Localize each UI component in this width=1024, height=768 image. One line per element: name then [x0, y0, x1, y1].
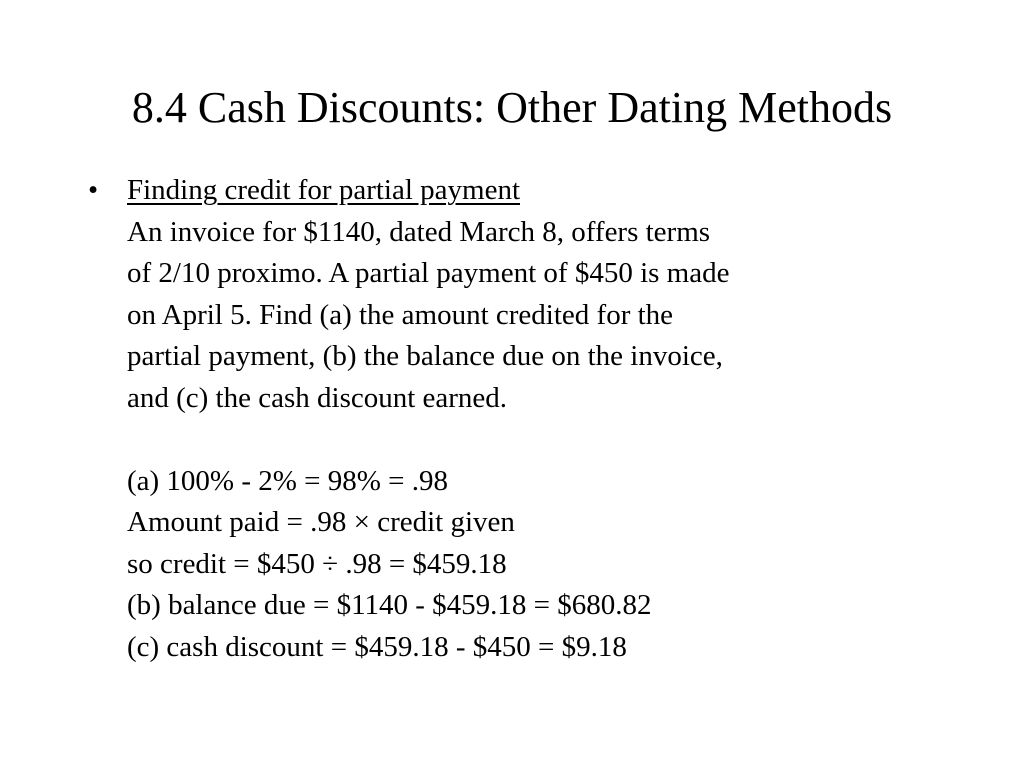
solution-line: Amount paid = .98 × credit given	[127, 506, 515, 538]
bullet-symbol: •	[88, 174, 99, 206]
problem-line: partial payment, (b) the balance due on the invoice,	[127, 340, 723, 372]
blank-line	[127, 419, 977, 461]
bullet-heading: Finding credit for partial payment	[127, 174, 521, 206]
solution-line: (c) cash discount = $459.18 - $450 = $9.18	[127, 630, 627, 663]
problem-line: An invoice for $1140, dated March 8, offers terms	[127, 215, 711, 248]
slide-title: 8.4 Cash Discounts: Other Dating Methods	[131, 83, 893, 132]
solution-line: so credit = $450 ÷ .98 = $459.18	[127, 547, 507, 580]
bullet-content	[127, 170, 977, 668]
solution-line: (b) balance due = $1140 - $459.18 = $680.82	[127, 589, 652, 621]
solution-line: (a) 100% - 2% = 98% = .98	[127, 464, 449, 497]
problem-line: on April 5. Find (a) the amount credited for the	[127, 298, 674, 331]
problem-line: of 2/10 proximo. A partial payment of $450 is made	[127, 257, 730, 289]
problem-line: and (c) the cash discount earned.	[127, 381, 508, 414]
